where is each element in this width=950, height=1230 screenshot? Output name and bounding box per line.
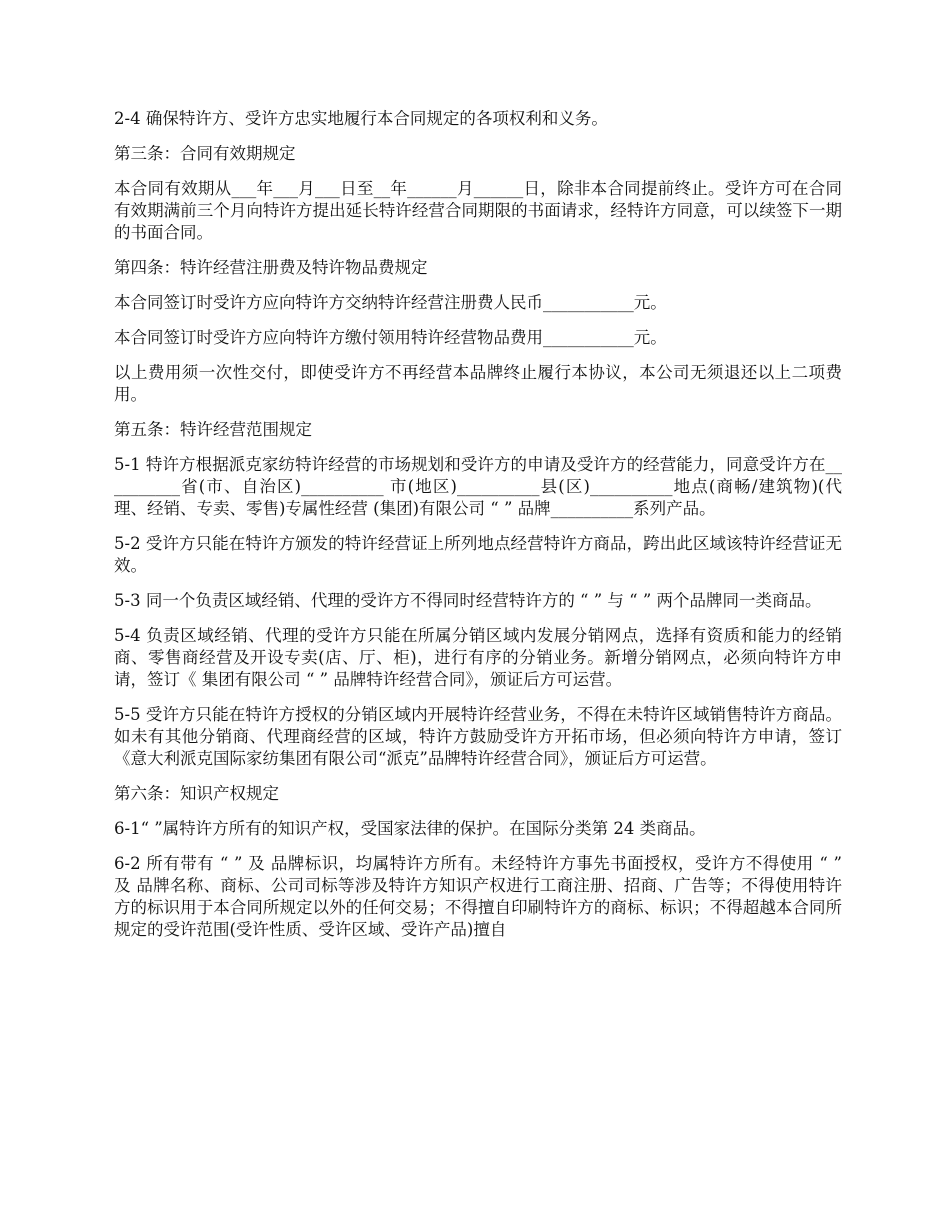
paragraph-5-3: 5-3 同一个负责区域经销、代理的受许方不得同时经营特许方的 “ ” 与 “ ” 两个品牌同一类商品。 <box>114 591 822 610</box>
paragraph-5-2: 5-2 受许方只能在特许方颁发的特许经营证上所列地点经营特许方商品，跨出此区域该特许经营证无效。 <box>114 534 842 575</box>
paragraph-6-1: 6-1“ ”属特许方所有的知识产权，受国家法律的保护。在国际分类第 24 类商品。 <box>114 819 706 838</box>
paragraph-2-4: 2-4 确保特许方、受许方忠实地履行本合同规定的各项权利和义务。 <box>114 109 608 128</box>
paragraph-5-1: 5-1 特许方根据派克家纺特许经营的市场规划和受许方的申请及受许方的经营能力，同意受许方在__________省(市、自治区)__________ 市(地区)__________县(区)__________地点(商畅/建筑物)(代理、经销、专卖、零售)专属性经营 (集团)有限公司 “ ” 品牌__________系列产品。 <box>114 455 842 518</box>
paragraph-validity-period: 本合同有效期从___年___月___日至__年______月______日，除非本合同提前终止。受许方可在合同有效期满前三个月向特许方提出延长特许经营合同期限的书面请求，经特许方同意，可以续签下一期的书面合同。 <box>114 179 842 242</box>
heading-article-3: 第三条：合同有效期规定 <box>114 144 296 163</box>
paragraph-goods-fee: 本合同签订时受许方应向特许方缴付领用特许经营物品费用___________元。 <box>114 328 667 347</box>
paragraph-registration-fee: 本合同签订时受许方应向特许方交纳特许经营注册费人民币___________元。 <box>114 293 667 312</box>
heading-article-6: 第六条：知识产权规定 <box>114 784 279 803</box>
paragraph-6-2: 6-2 所有带有 “ ” 及 品牌标识，均属特许方所有。未经特许方事先书面授权，受许方不得使用 “ ” 及 品牌名称、商标、公司司标等涉及特许方知识产权进行工商注册、招商、广告等；不得使用特许方的标识用于本合同所规定以外的任何交易；不得擅自印刷特许方的商标、标识；不得超越本合同所规定的受许范围(受许性质、受许区域、受许产品)擅自 <box>114 854 842 939</box>
document-body <box>114 108 842 954</box>
heading-article-4: 第四条：特许经营注册费及特许物品费规定 <box>114 258 428 277</box>
paragraph-5-5: 5-5 受许方只能在特许方授权的分销区域内开展特许经营业务，不得在未特许区域销售特许方商品。如未有其他分销商、代理商经营的区域，特许方鼓励受许方开拓市场，但必须向特许方申请，签订《意大利派克国际家纺集团有限公司“派克”品牌特许经营合同》，颁证后方可运营。 <box>114 705 842 768</box>
paragraph-fee-nonrefundable: 以上费用须一次性交付，即使受许方不再经营本品牌终止履行本协议，本公司无须退还以上二项费用。 <box>114 363 842 404</box>
paragraph-5-4: 5-4 负责区域经销、代理的受许方只能在所属分销区域内发展分销网点，选择有资质和能力的经销商、零售商经营及开设专卖(店、厅、柜)，进行有序的分销业务。新增分销网点，必须向特许方申请，签订《 集团有限公司 “ ” 品牌特许经营合同》，颁证后方可运营。 <box>114 626 842 689</box>
heading-article-5: 第五条：特许经营范围规定 <box>114 420 312 439</box>
